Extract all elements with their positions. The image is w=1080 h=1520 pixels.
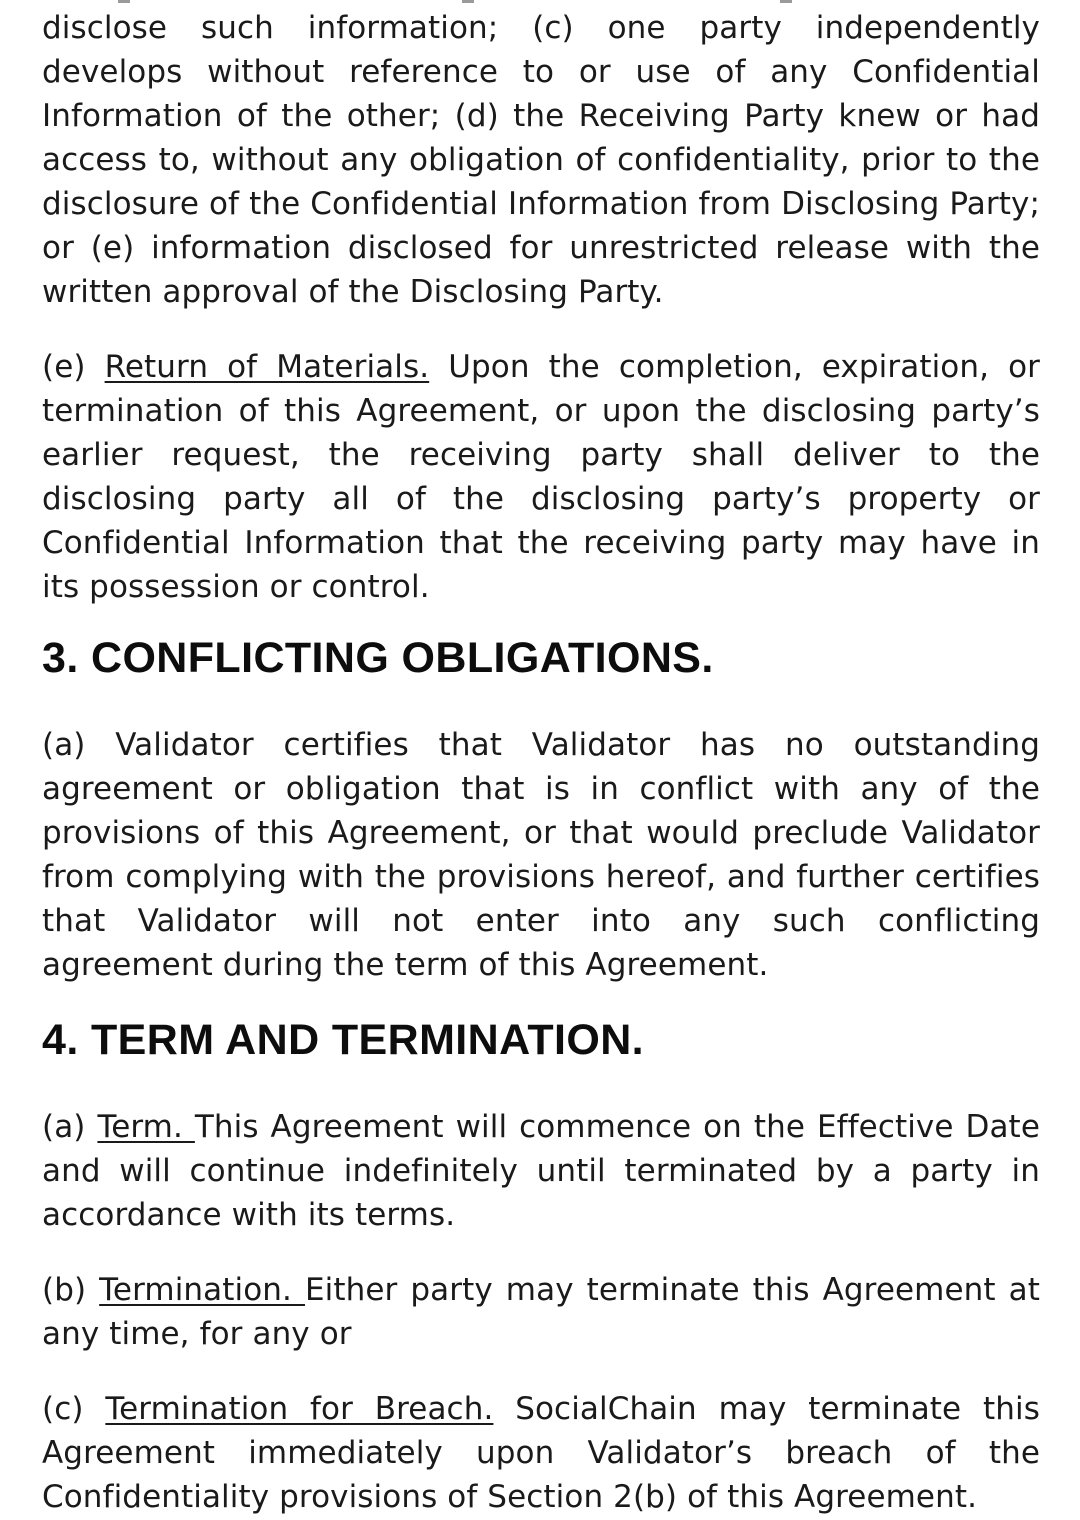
clause-title-termination-for-breach: Termination for Breach. xyxy=(105,1391,494,1427)
paragraph-termination-for-breach xyxy=(42,1387,1040,1519)
text-fragment xyxy=(780,0,792,3)
clause-body: Either party may terminate this Agreement at any time, for any or xyxy=(42,1272,1040,1352)
clause-title-termination: Termination. xyxy=(99,1272,305,1308)
clause-body: SocialChain may terminate this Agreement immediately upon Validator’s breach of the Confidentiality provisions of Section 2(b) of this Agreement. xyxy=(42,1391,1040,1515)
previous-page-remnant xyxy=(0,0,1080,4)
clause-prefix: (e) xyxy=(42,349,105,385)
paragraph-return-of-materials xyxy=(42,345,1040,609)
clause-prefix: (c) xyxy=(42,1391,106,1427)
paragraph-exclusions: disclose such information; (c) one party independently develops without reference to or use of any Confidential Information of the other; (d) the Receiving Party knew or had access to, without any obligation of confidentiality, prior to the disclosure of the Confidential Information from Disclosing Party; or (e) information disclosed for unrestricted release with the written approval of the Disclosing Party. xyxy=(42,10,1040,310)
clause-prefix: (b) xyxy=(42,1272,100,1308)
clause-body: This Agreement will commence on the Effective Date and will continue indefinitely until terminated by a party in accordance with its terms. xyxy=(42,1109,1040,1233)
text-fragment xyxy=(462,0,474,3)
text-fragment xyxy=(118,0,130,3)
paragraph-validator-certifies: (a) Validator certifies that Validator has no outstanding agreement or obligation that is in conflict with any of the provisions of this Agreement, or that would preclude Validator from complying with the provisions hereof, and further certifies that Validator will not enter into any such conflicting agreement during the term of this Agreement. xyxy=(42,727,1040,983)
clause-prefix: (a) xyxy=(42,1109,98,1145)
paragraph-termination xyxy=(42,1268,1040,1356)
clause-title-return-of-materials: Return of Materials. xyxy=(104,349,430,385)
clause-title-term: Term. xyxy=(97,1109,195,1145)
clause-body: Upon the completion, expiration, or termination of this Agreement, or upon the disclosing party’s earlier request, the receiving party shall deliver to the disclosing party all of the disclosing party’s property or Confidential Information that the receiving party may have in its possession or control. xyxy=(42,349,1041,605)
section-heading-conflicting-obligations: 3. CONFLICTING OBLIGATIONS. xyxy=(42,634,714,682)
document-body xyxy=(42,6,1040,1519)
section-heading-term-and-termination: 4. TERM AND TERMINATION. xyxy=(42,1016,645,1064)
paragraph-term xyxy=(42,1105,1040,1237)
